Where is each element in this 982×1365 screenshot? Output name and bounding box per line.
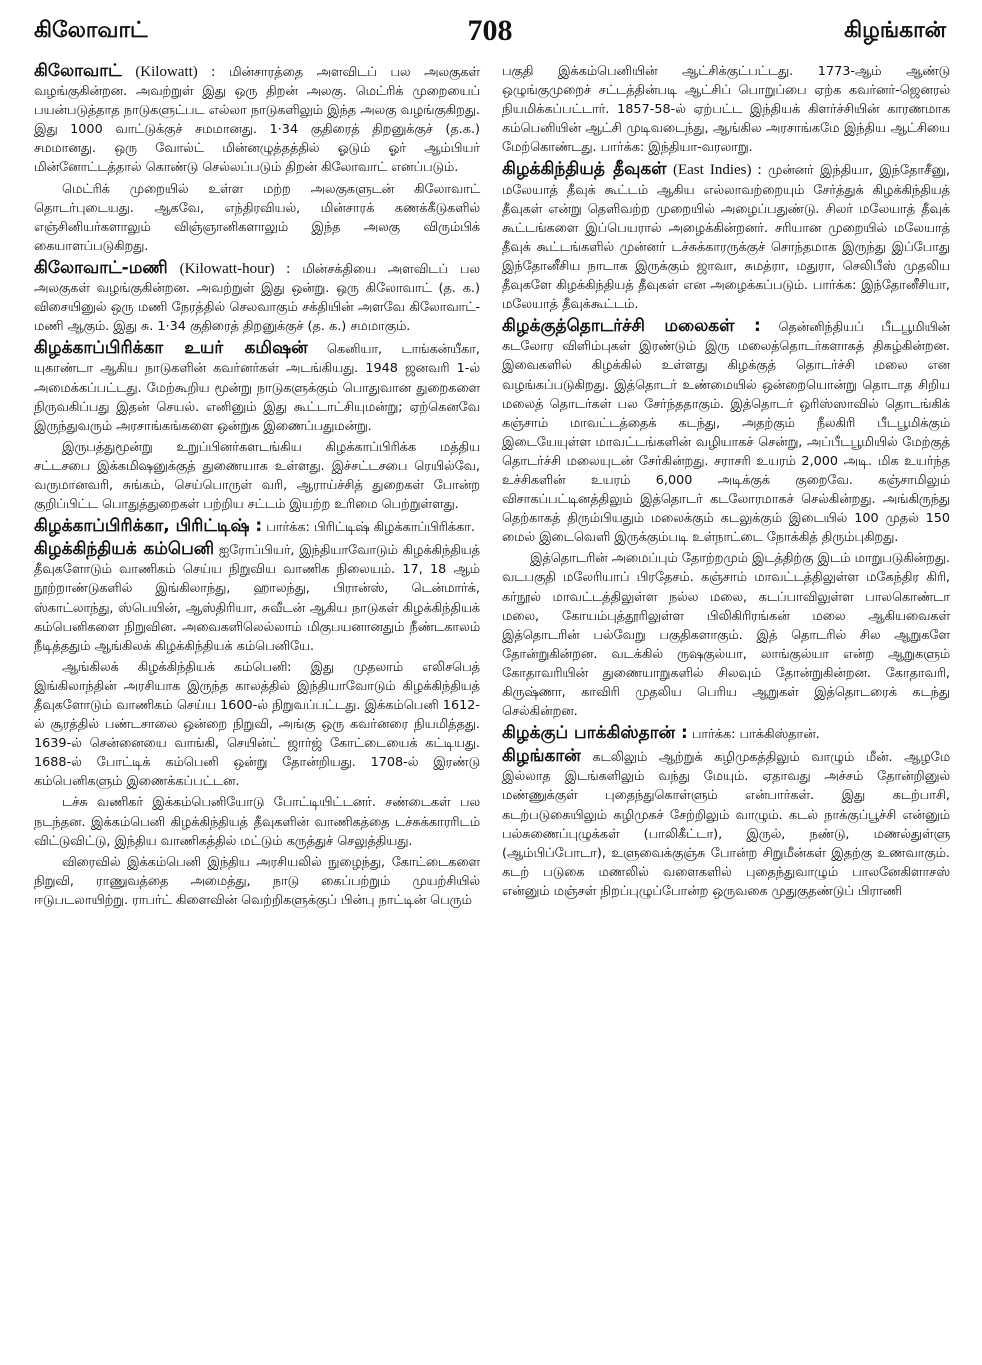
entry-headword: கிழக்காப்பிரிக்கா உயர் கமிஷன் <box>34 338 308 359</box>
entry-paragraph <box>34 62 480 178</box>
entry-paragraph <box>34 259 480 336</box>
entry-text: கடலிலும் ஆற்றுக் கழிமுகத்திலும் வாழும் மீன். ஆழமே இல்லாத இடங்களிலும் வந்து மேயும். ஏதாவது அச்சம் தோன்றினுல் மண்ணுக்குள் புதைந்துகொள்ளும் என்பார்கள். இது கடற்பாசி, கடற்படுகையிலும் கழிமுகச் சேற்றிலும் வாழும். கடல் நாக்குப்பூச்சி என்னும் பல்சுணைப்புழுக்கள் (பாலிகீட்டா), இருல், நண்டு, மணல்துள்ளு (ஆம்பிப்போடா), உளுவைக்குஞ்சு போன்ற சிறுமீன்கள் இதற்கு உணவாகும். கடற் படுகை மணலில் வளைகளில் புதைந்துவாழும் பாலனேகிளாசஸ் என்னும் மஞ்சள் நிறப்புழுப்போன்ற ஒருவகை முதுகுதண்டுப் பிராணி <box>502 750 950 899</box>
entry-text: முன்னர் இந்தியா, இந்தோசீனு, மலேயாத் தீவுக் கூட்டம் ஆகிய எல்லாவற்றையும் சேர்த்துக் கிழக்கிந்தியத் தீவுகள் என்று தெளிவற்ற முறையில் அழைப்பதுண்டு. சிலர் மலேயாத் தீவுக் கூட்டங்களை இப்பெயரால் அழைக்கின்றனர். சரியான முறையில் மலேயாத் தீவுக் கூட்டங்களில் முன்னர் டச்சுக்காரருக்குச் சொந்தமாக இருந்து இப்போது இந்தோனீசிய நாடாக இருக்கும் ஜாவா, சுமத்ரா, மதுரா, செலிபீஸ் முதலிய தீவுகளே கிழக்கிந்தியத் தீவுகள் என அழைக்கப்படும். பார்க்க: இந்தோனீசியா, மலேயாத் தீவுக்கூட்டம். <box>502 163 951 313</box>
entry-text: கெனியா, டாங்கன்யீகா, யுகாண்டா ஆகிய நாடுகளின் கவர்னர்கள் அடங்கியது. 1948 ஜனவரி 1-ல் அமைக்கப்பட்டது. மேற்கூறிய மூன்று நாடுகளுக்கும் பொதுவான துறைகளை நிருவகிப்பது இதன் செயல். எனினும் இது கூட்டாட்சியுமன்று; ஏற்கெனவே இருந்துவரும் அரசாங்கங்களை ஒன்றுக இணைப்பதுமன்று. <box>34 342 480 434</box>
entry-paragraph <box>34 658 480 792</box>
left-column <box>34 62 480 913</box>
page-header <box>34 10 946 50</box>
entry-text: இத்தொடரின் அமைப்பும் தோற்றமும் இடத்திற்கு இடம் மாறுபடுகின்றது. வடபகுதி மலேரியாப் பிரதேசம். கஞ்சாம் மாவட்டத்திலுள்ள மகேந்திர கிரி, கர்நூல் மாவட்டத்திலுள்ள நல்ல மலை, கடப்பாவிலுள்ள பாலகொண்டா மலை, கோயம்புத்தூரிலுள்ள பிலிகிரிரங்கன் மலை ஆகியவைகள் இத்தொடரின் பல்வேறு பகுதிகளாகும். இத் தொடரில் சில ஆறுகளே தோன்றுகின்றன. வடக்கில் ருஷகுல்யா, லாங்குல்யா என்ற ஆறுகளும் கோதாவரியின் துணையாறுகளில் சிலவும் தோன்றுகின்றன. கோதாவரி, கிருஷ்ணா, காவிரி முதலிய பெரிய ஆறுகள் இத்தொடரைக் கடந்து செல்கின்றன. <box>502 551 950 720</box>
right-column <box>502 62 950 904</box>
dictionary-entry <box>502 724 950 744</box>
entry-paragraph <box>34 517 480 537</box>
entry-text: ஆங்கிலக் கிழக்கிந்தியக் கம்பெனி: இது முதலாம் எலிசபெத் இங்கிலாந்தின் அரசியாக இருந்த காலத்தில் இந்தியாவோடும் கிழக்கிந்தியத் தீவுகளோடும் வாணிகம் செய்ய 1600-ல் நிறுவப்பட்டது. இக்கம்பெனி 1612-ல் சூரத்தில் பண்டசாலை ஒன்றை நிறுவி, அங்கு ஒரு கவர்னரை நியமித்தது. 1639-ல் சென்னையை வாங்கி, செயின்ட் ஜார்ஜ் கோட்டையைக் கட்டியது. 1688-ல் போட்டிக் கம்பெனி ஒன்று தோன்றியது. 1708-ல் இரண்டு கம்பெனிகளும் இணைக்கப்பட்டன. <box>34 659 480 790</box>
entry-english-term: (Kilowatt) : <box>135 64 216 80</box>
entry-headword: கிலோவாட் <box>34 61 122 81</box>
entry-text: மெட்ரிக் முறையில் உள்ள மற்ற அலகுகளுடன் கிலோவாட் தொடர்புடையது. ஆகவே, எந்திரவியல், மின்சாரக் கணக்கீடுகளில் எஞ்சினியர்களாலும் விஞ்ஞானிகளாலும் இந்த அலகு விரும்பிக் கையாளப்படுகிறது. <box>34 181 480 254</box>
dictionary-entry <box>502 317 950 721</box>
entry-headword: கிழக்குப் பாக்கிஸ்தான் : <box>502 723 688 744</box>
entry-paragraph <box>502 724 950 744</box>
dictionary-entry <box>34 540 480 910</box>
entry-text: மின்சக்தியை அளவிடப் பல அலகுகள் வழங்குகின்றன. அவற்றுள் இது ஒன்று. ஒரு கிலோவாட் (த. க.) விசையினுல் ஒரு மணி நேரத்தில் செலவாகும் சக்தியின் அளவே கிலோவாட்-மணி ஆகும். இது சு. 1·34 குதிரைத் திறனுக்குச் (த. க.) சமமாகும். <box>34 261 480 335</box>
entry-text: பார்க்க: பிரிட்டிஷ் கிழக்காப்பிரிக்கா. <box>266 520 475 536</box>
running-head-left: கிலோவாட் <box>34 18 148 43</box>
entry-headword: கிழக்குத்தொடர்ச்சி மலைகள் : <box>502 316 761 337</box>
entry-text: பார்க்க: பாக்கிஸ்தான். <box>691 727 820 743</box>
entry-paragraph <box>502 160 950 314</box>
entry-text: தென்னிந்தியப் பீடபூமியின் கடலோர விளிம்புகள் இரண்டும் இரு மலைத்தொடர்களாகத் திகழ்கின்றன. இவைகளில் கிழக்கில் உள்ளது கிழக்குத் தொடர்ச்சி மலை என வழங்கப்படுகிறது. இத்தொடர் உண்மையில் ஒன்றையொன்று தொடாத சிறிய மலைத் தொடர்கள் பல சேர்ந்ததாகும். இத்தொடர் ஒரிஸ்ஸாவில் தொடங்கிக் கஞ்சாம் மாவட்டத்தைக் கடந்து, அதற்கும் நீலகிரி பீடபூமிக்கும் இடையேயுள்ள மாவட்டங்களின் வழியாகச் சென்று, அப்பீடபூமியில் மேற்குத் தொடர்ச்சி மலையுடன் சேர்கின்றது. சராசரி உயரம் 2,000 அடி. மிக உயர்ந்த உச்சிகளின் உயரம் 6,000 அடிக்குக் குறைவே. கஞ்சாமிலும் விசாகப்பட்டினத்திலும் இத்தொடர் கடலோரமாகச் செல்கின்றது. அங்கிருந்து தெற்காகத் திரும்பியதும் மலைக்கும் கடலுக்கும் இடையில் 100 முதல் 150 மைல் இடைவெளி இருக்கும்படி உள்நாட்டை நோக்கித் திரும்புகிறது. <box>502 320 950 546</box>
entry-text: பகுதி இக்கம்பெனியின் ஆட்சிக்குட்பட்டது. 1773-ஆம் ஆண்டு ஒழுங்குமுறைச் சட்டத்தின்படி ஆட்சிப் பொறுப்பை ஏற்க கவர்னர்-ஜெனரல் நியமிக்கப்பட்டார். 1857-58-ல் ஏற்பட்ட இந்தியக் கிளர்ச்சியின் காரணமாக கம்பெனியின் ஆட்சி முடிவடைந்து, ஆங்கில அரசாங்கமே இந்திய ஆட்சியை மேற்கொண்டது. பார்க்க: இந்தியா-வரலாறு. <box>502 64 950 156</box>
dictionary-entry <box>34 517 480 537</box>
entry-paragraph <box>34 540 480 656</box>
entry-paragraph <box>502 62 950 157</box>
entry-text: மின்சாரத்தை அளவிடப் பல அலகுகள் வழங்குகின்றன. அவற்றுள் இது ஒரு திறன் அலகு. மெட்ரிக் முறையைப் பயன்படுத்தாத நாடுகளுட்பட எல்லா நாடுகளிலும் இந்த அலகு வழங்குகிறது. இது 1000 வாட்டுக்குச் சமமானது. 1·34 குதிரைத் திறனுக்குச் (த.க.) சமமானது. ஒரு வோல்ட் மின்னழுத்தத்தில் ஓடும் ஓர் ஆம்பியர் மின்னோட்டத்தால் கொண்டு செல்லப்படும் திறன் கிலோவாட் எனப்படும். <box>34 65 480 176</box>
entry-headword: கிழங்கான் <box>502 746 581 767</box>
entry-headword: கிலோவாட்-மணி <box>34 257 168 278</box>
dictionary-entry <box>34 62 480 256</box>
entry-headword: கிழக்கிந்தியத் தீவுகள் <box>502 159 667 180</box>
entry-english-term: (Kilowatt-hour) : <box>179 260 291 277</box>
dictionary-entry <box>34 259 480 336</box>
running-head-right: கிழங்கான் <box>844 18 946 43</box>
entry-text: டச்சு வணிகர் இக்கம்பெனியோடு போட்டியிட்டனர். சண்டைகள் பல நடந்தன. இக்கம்பெனி கிழக்கிந்தியத் தீவுகளின் வாணிகத்தை டச்சுக்காரரிடம் விட்டுவிட்டு, இந்திய வாணிகத்தில் மட்டும் கருத்துச் செலுத்தியது. <box>34 795 480 849</box>
dictionary-entry <box>34 339 480 514</box>
entry-paragraph <box>34 339 480 435</box>
entry-text: இருபத்துமூன்று உறுப்பினர்களடங்கிய கிழக்காப்பிரிக்க மத்திய சட்டசபை இக்கமிஷனுக்குத் துணையாக உள்ளது. இச்சட்டசபை ரெயில்வே, வருமானவரி, சுங்கம், செய்பொருள் வரி, ஆராய்ச்சித் துறைகள் போன்ற குறிப்பிட்ட பொதுத்துறைகள் பற்றிய சட்டம் இயற்ற உரிமை பெற்றுள்ளது. <box>34 439 480 513</box>
dictionary-entry <box>502 160 950 314</box>
entry-paragraph <box>502 747 950 901</box>
entry-headword: கிழக்கிந்தியக் கம்பெனி <box>34 539 215 560</box>
entry-paragraph <box>34 438 480 514</box>
dictionary-entry <box>502 747 950 901</box>
entry-paragraph <box>34 853 480 910</box>
entry-text: விரைவில் இக்கம்பெனி இந்திய அரசியலில் நுழைந்து, கோட்டைகளை நிறுவி, ராணுவத்தை அமைத்து, நாடு கைப்பற்றும் முயற்சியில் ஈடுபடலாயிற்று. ராபர்ட் கிளைவின் வெற்றிகளுக்குப் பின்பு நாட்டின் பெரும் <box>34 854 480 908</box>
entry-text: ஐரோப்பியர், இந்தியாவோடும் கிழக்கிந்தியத் தீவுகளோடும் வாணிகம் செய்ய நிறுவிய வாணிக நிலையம். 17, 18 ஆம் நூற்றாண்டுகளில் இங்கிலாந்து, ஹாலந்து, பிரான்ஸ், டென்மார்க், ஸ்காட்லாந்து, ஸ்பெயின், ஆஸ்திரியா, சுவீடன் ஆகிய நாடுகள் கிழக்கிந்தியக் கம்பெனிகளை நிறுவின. அவைகளிலெல்லாம் மிகுபயனானதும் நீண்டகாலம் நீடித்ததும் ஆங்கிலக் கிழக்கிந்தியக் கம்பெனியே. <box>34 543 480 654</box>
dictionary-entry <box>502 62 950 157</box>
page-number: 708 <box>467 14 513 47</box>
entry-paragraph <box>34 180 480 256</box>
entry-headword: கிழக்காப்பிரிக்கா, பிரிட்டிஷ் : <box>34 516 263 537</box>
entry-paragraph <box>502 549 950 721</box>
entry-paragraph <box>502 317 950 547</box>
entry-english-term: (East Indies) : <box>672 162 762 179</box>
entry-paragraph <box>34 793 480 850</box>
